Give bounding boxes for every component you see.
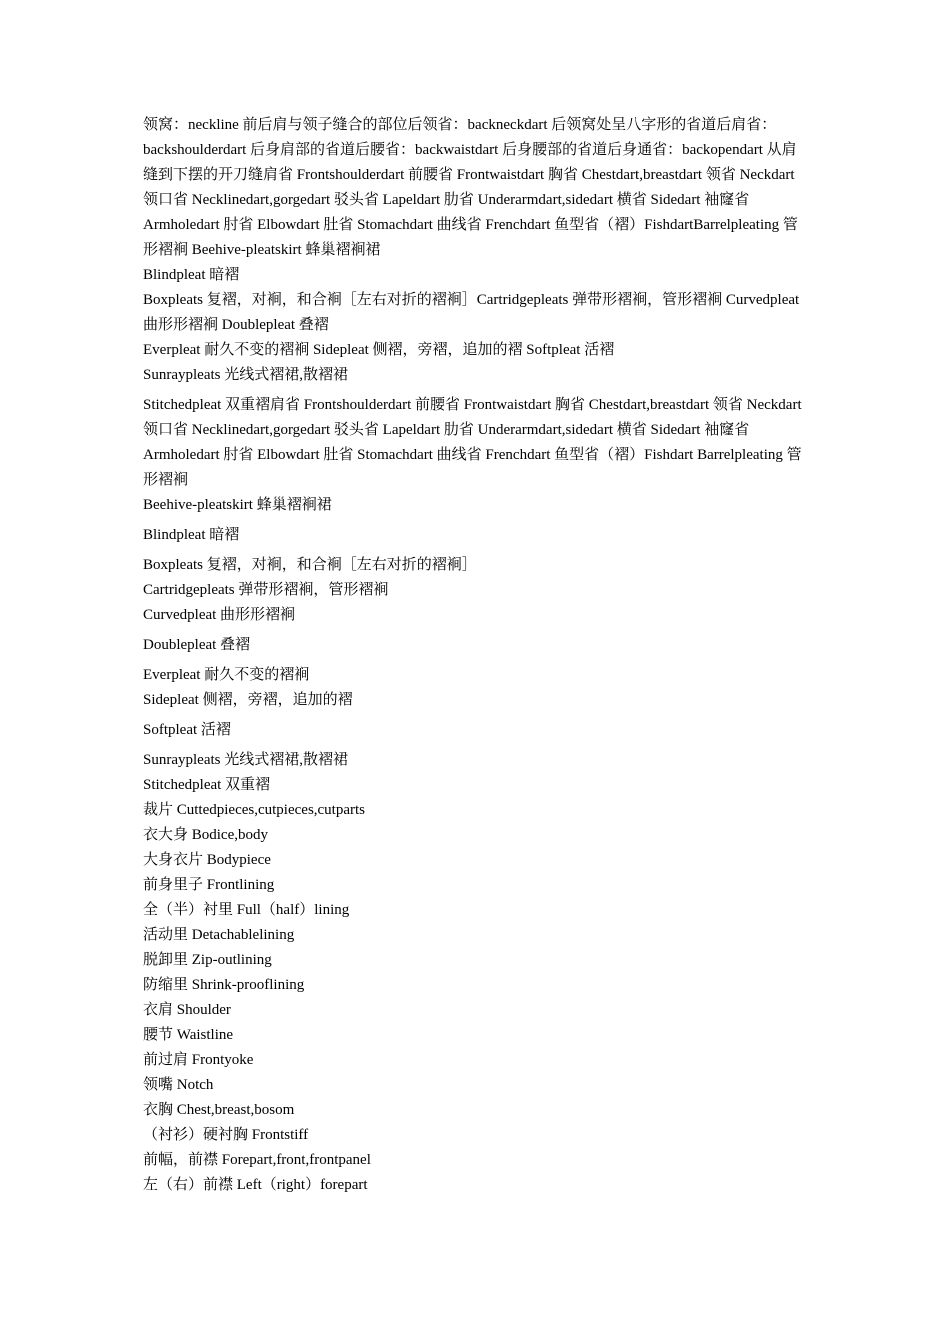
list-item: 前幅，前襟 Forepart,front,frontpanel	[143, 1152, 371, 1168]
list-item: 左（右）前襟 Left（right）forepart	[143, 1177, 368, 1193]
paragraph-blindpleat: Blindpleat 暗褶	[143, 267, 240, 283]
list-item: 领嘴 Notch	[143, 1077, 214, 1093]
list-item: Cartridgepleats 弹带形褶裥，管形褶裥	[143, 582, 389, 598]
list-item: Doublepleat 叠褶	[143, 637, 251, 653]
list-item: Blindpleat 暗褶	[143, 527, 240, 543]
paragraph-dart-glossary: 领窝：neckline 前后肩与领子缝合的部位后领省：backneckdart 后领窝处呈八字形的省道后肩省：backshoulderdart 后身肩部的省道后腰省：backwaistdart 后身腰部的省道后身通省：backopendart 从肩缝到下摆的开刀缝肩省 Frontshoulderdart 前腰省 Frontwaistdart 胸省 Chestdart,breastdart 领省 Neckdart 领口省 Necklinedart,gorgedart 驳头省 Lapeldart 肋省 Underarmdart,sidedart 横省 Sidedart 袖窿省 Armholedart 肘省 Elbowdart 肚省 Stomachdart 曲线省 Frenchdart 鱼型省（褶）FishdartBarrelpleating 管形褶裥 Beehive-pleatskirt 蜂巢褶裥裙	[143, 117, 798, 258]
list-item: （衬衫）硬衬胸 Frontstiff	[143, 1127, 309, 1143]
list-item: Boxpleats 复褶，对裥，和合裥［左右对折的褶裥］	[143, 557, 477, 573]
list-item: 衣大身 Bodice,body	[143, 827, 268, 843]
paragraph-pleat-glossary-2: Everpleat 耐久不变的褶裥 Sidepleat 侧褶，旁褶，追加的褶 Softpleat 活褶	[143, 342, 615, 358]
list-item: 脱卸里 Zip-outlining	[143, 952, 272, 968]
list-item: 衣胸 Chest,breast,bosom	[143, 1102, 295, 1118]
list-item: 前过肩 Frontyoke	[143, 1052, 254, 1068]
list-item: 大身衣片 Bodypiece	[143, 852, 271, 868]
paragraph-pleat-glossary-1: Boxpleats 复褶，对裥，和合裥［左右对折的褶裥］Cartridgepleats 弹带形褶裥，管形褶裥 Curvedpleat 曲形形褶裥 Doublepleat 叠褶	[143, 292, 800, 333]
list-item: 前身里子 Frontlining	[143, 877, 275, 893]
list-item: 防缩里 Shrink-prooflining	[143, 977, 305, 993]
list-item: Curvedpleat 曲形形褶裥	[143, 607, 296, 623]
list-item: 衣肩 Shoulder	[143, 1002, 231, 1018]
list-item: Sidepleat 侧褶，旁褶，追加的褶	[143, 692, 353, 708]
list-item: 活动里 Detachablelining	[143, 927, 295, 943]
list-item: 裁片 Cuttedpieces,cutpieces,cutparts	[143, 802, 366, 818]
list-item: Stitchedpleat 双重褶	[143, 777, 271, 793]
list-item: 腰节 Waistline	[143, 1027, 234, 1043]
list-item: 全（半）衬里 Full（half）lining	[143, 902, 350, 918]
paragraph-dart-glossary-repeat: Stitchedpleat 双重褶肩省 Frontshoulderdart 前腰省 Frontwaistdart 胸省 Chestdart,breastdart 领省 Neckdart 领口省 Necklinedart,gorgedart 驳头省 Lapeldart 肋省 Underarmdart,sidedart 横省 Sidedart 袖窿省 Armholedart 肘省 Elbowdart 肚省 Stomachdart 曲线省 Frenchdart 鱼型省（褶）Fishdart Barrelpleating 管形褶裥	[143, 397, 802, 488]
paragraph-sunraypleats: Sunraypleats 光线式褶裙,散褶裙	[143, 367, 348, 383]
list-item: Everpleat 耐久不变的褶裥	[143, 667, 310, 683]
document-body	[143, 113, 805, 1198]
list-item: Softpleat 活褶	[143, 722, 231, 738]
list-item: Beehive-pleatskirt 蜂巢褶裥裙	[143, 497, 332, 513]
list-item: Sunraypleats 光线式褶裙,散褶裙	[143, 752, 348, 768]
